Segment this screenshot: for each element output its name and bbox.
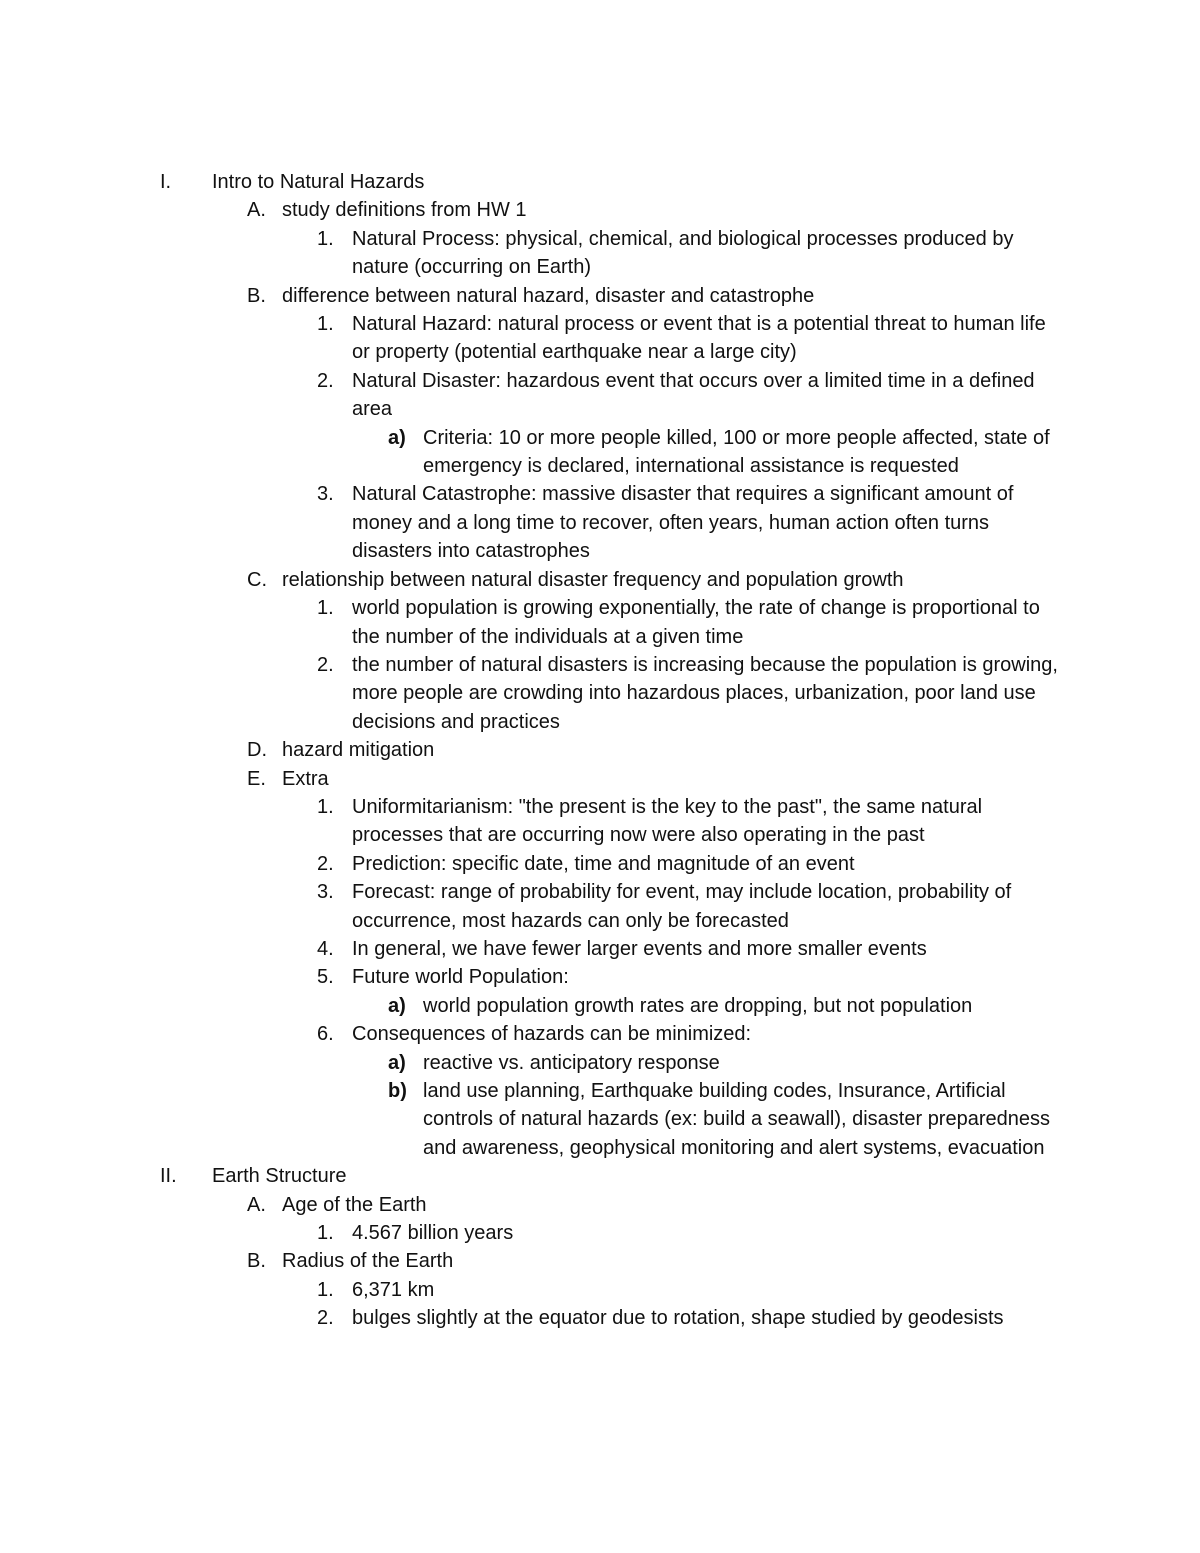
outline-text: the number of natural disasters is increasing because the population is growing, more people are crowding into hazardous places, urbanization, poor land use decisions and practices bbox=[352, 653, 1058, 733]
outline-marker: 1. bbox=[317, 597, 334, 620]
outline-marker: A. bbox=[247, 1193, 266, 1216]
outline-item-level-4 bbox=[0, 1049, 1200, 1077]
outline-item-level-3 bbox=[0, 1219, 1200, 1247]
outline-marker: a) bbox=[388, 994, 406, 1017]
outline-marker: D. bbox=[247, 739, 267, 762]
outline-marker: A. bbox=[247, 199, 266, 222]
outline-marker: B. bbox=[247, 1250, 266, 1273]
outline-marker: 2. bbox=[317, 1307, 334, 1330]
outline-item-level-2 bbox=[0, 765, 1200, 793]
outline-marker: 3. bbox=[317, 881, 334, 904]
outline-marker: 2. bbox=[317, 852, 334, 875]
outline-item-level-3 bbox=[0, 225, 1200, 282]
outline-marker: B. bbox=[247, 284, 266, 307]
outline-item-level-1 bbox=[0, 1162, 1200, 1190]
outline-marker: 6. bbox=[317, 1023, 334, 1046]
outline-text: Age of the Earth bbox=[282, 1193, 427, 1216]
outline-marker: 2. bbox=[317, 653, 334, 676]
outline-item-level-3 bbox=[0, 878, 1200, 935]
outline-marker: 1. bbox=[317, 227, 334, 250]
outline-item-level-3 bbox=[0, 935, 1200, 963]
outline-marker: II. bbox=[160, 1165, 177, 1188]
outline-marker: 4. bbox=[317, 937, 334, 960]
outline-text: Consequences of hazards can be minimized: bbox=[352, 1023, 752, 1046]
outline-marker: a) bbox=[388, 426, 406, 449]
outline-item-level-3 bbox=[0, 1304, 1200, 1332]
outline-item-level-3 bbox=[0, 310, 1200, 367]
outline-text: bulges slightly at the equator due to rotation, shape studied by geodesists bbox=[352, 1307, 1004, 1330]
outline-text: land use planning, Earthquake building codes, Insurance, Artificial controls of natural hazards (ex: build a seawall), disaster preparedness and awareness, geophysical monitoring and alert systems, evacuation bbox=[423, 1080, 1050, 1159]
outline-item-level-2 bbox=[0, 196, 1200, 224]
outline-text: Future world Population: bbox=[352, 966, 569, 989]
outline-text: world population growth rates are dropping, but not population bbox=[423, 994, 973, 1017]
outline-marker: 5. bbox=[317, 966, 334, 989]
notes-outline bbox=[0, 168, 1200, 1333]
outline-marker: b) bbox=[388, 1080, 407, 1102]
outline-marker: 1. bbox=[317, 313, 334, 336]
outline-text: Prediction: specific date, time and magnitude of an event bbox=[352, 852, 855, 875]
outline-text: relationship between natural disaster frequency and population growth bbox=[282, 568, 904, 591]
outline-item-level-3 bbox=[0, 850, 1200, 878]
outline-text: hazard mitigation bbox=[282, 739, 435, 762]
outline-text: Radius of the Earth bbox=[282, 1250, 454, 1273]
outline-text: Intro to Natural Hazards bbox=[212, 171, 425, 193]
outline-item-level-3 bbox=[0, 651, 1200, 736]
outline-item-level-4 bbox=[0, 992, 1200, 1020]
outline-item-level-2 bbox=[0, 1191, 1200, 1219]
outline-item-level-3 bbox=[0, 793, 1200, 850]
outline-marker: E. bbox=[247, 767, 266, 790]
outline-item-level-2 bbox=[0, 282, 1200, 310]
outline-item-level-3 bbox=[0, 1020, 1200, 1048]
outline-item-level-3 bbox=[0, 963, 1200, 991]
outline-text: In general, we have fewer larger events and more smaller events bbox=[352, 937, 927, 960]
outline-marker: 1. bbox=[317, 1222, 334, 1245]
outline-text: 6,371 km bbox=[352, 1278, 435, 1301]
outline-text: 4.567 billion years bbox=[352, 1222, 514, 1245]
outline-marker: 2. bbox=[317, 369, 334, 392]
outline-marker: 1. bbox=[317, 795, 334, 818]
outline-marker: 3. bbox=[317, 483, 334, 506]
outline-text: Natural Hazard: natural process or event that is a potential threat to human life or property (potential earthquake near a large city) bbox=[352, 313, 1046, 364]
outline-text: difference between natural hazard, disaster and catastrophe bbox=[282, 284, 815, 307]
outline-text: Natural Disaster: hazardous event that occurs over a limited time in a defined area bbox=[352, 369, 1035, 421]
outline-item-level-4 bbox=[0, 1077, 1200, 1162]
outline-text: Forecast: range of probability for event, may include location, probability of occurrence, most hazards can only be forecasted bbox=[352, 881, 1012, 932]
outline-text: Natural Catastrophe: massive disaster that requires a significant amount of money and a long time to recover, often years, human action often turns disasters into catastrophes bbox=[352, 483, 1014, 563]
outline-marker: a) bbox=[388, 1051, 406, 1074]
outline-text: Natural Process: physical, chemical, and biological processes produced by nature (occurring on Earth) bbox=[352, 227, 1014, 279]
outline-text: Extra bbox=[282, 767, 329, 790]
outline-item-level-1 bbox=[0, 168, 1200, 196]
outline-text: Earth Structure bbox=[212, 1165, 347, 1188]
outline-item-level-3 bbox=[0, 480, 1200, 565]
outline-item-level-3 bbox=[0, 1276, 1200, 1304]
outline-text: study definitions from HW 1 bbox=[282, 199, 527, 222]
outline-text: Uniformitarianism: "the present is the key to the past", the same natural processes that are occurring now were also operating in the past bbox=[352, 795, 983, 847]
outline-marker: I. bbox=[160, 171, 172, 193]
outline-item-level-3 bbox=[0, 367, 1200, 424]
outline-item-level-2 bbox=[0, 566, 1200, 594]
outline-text: reactive vs. anticipatory response bbox=[423, 1051, 720, 1074]
outline-marker: 1. bbox=[317, 1278, 334, 1301]
outline-item-level-2 bbox=[0, 736, 1200, 764]
outline-marker: C. bbox=[247, 568, 267, 591]
outline-item-level-4 bbox=[0, 424, 1200, 481]
outline-item-level-3 bbox=[0, 594, 1200, 651]
outline-text: Criteria: 10 or more people killed, 100 or more people affected, state of emergency is declared, international assistance is requested bbox=[423, 426, 1050, 478]
outline-item-level-2 bbox=[0, 1247, 1200, 1275]
outline-text: world population is growing exponentially, the rate of change is proportional to the number of the individuals at a given time bbox=[352, 597, 1040, 648]
